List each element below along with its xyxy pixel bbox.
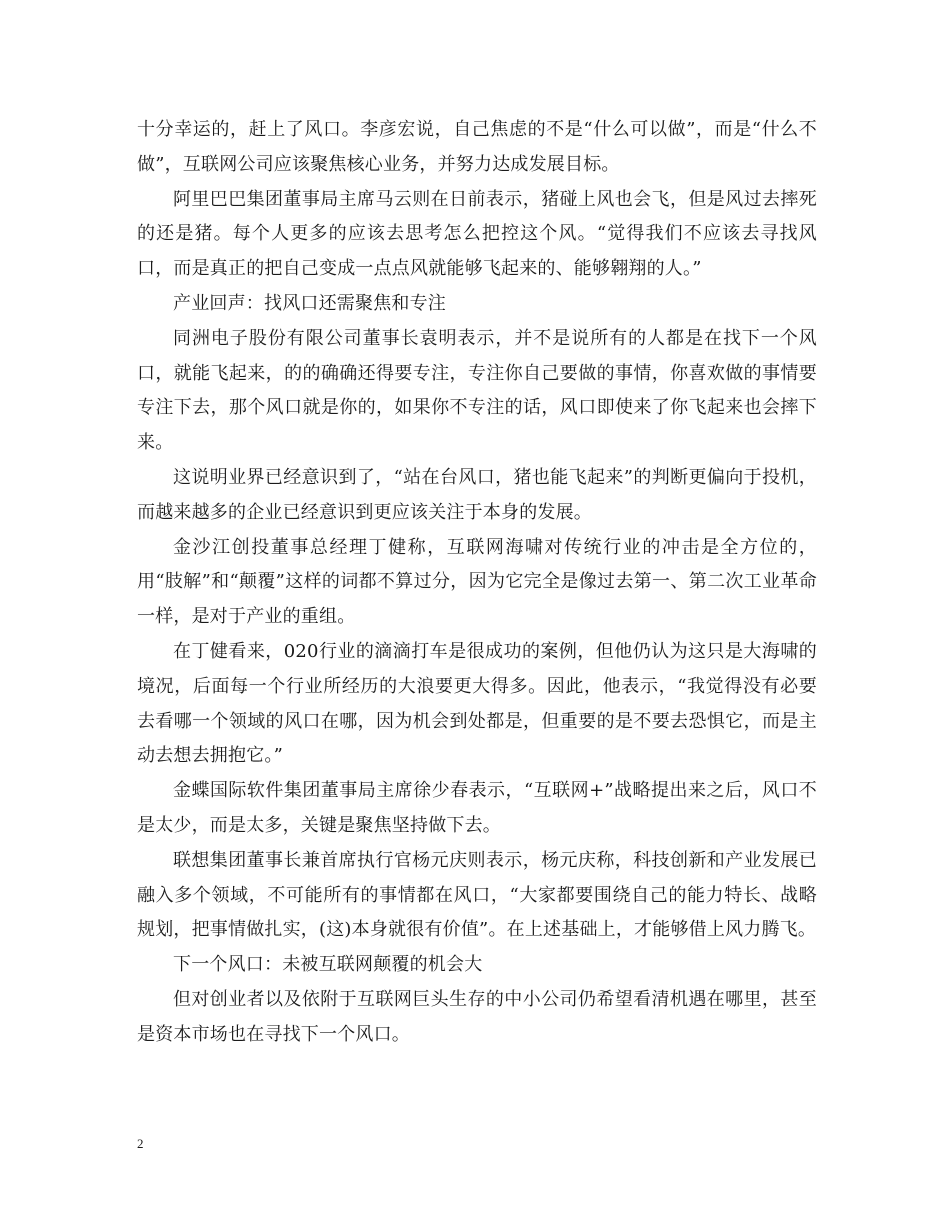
paragraph-entrepreneurs: 但对创业者以及依附于互联网巨头生存的中小公司仍希望看清机遇在哪里，甚至是资本市场也在寻找下一个风口。	[137, 988, 817, 1045]
document-body	[137, 113, 817, 1053]
section-heading-next-wind: 下一个风口：未被互联网颠覆的机会大	[173, 954, 483, 976]
paragraph-continuation: 十分幸运的，赶上了风口。李彦宏说，自己焦虑的不是“什么可以做”，而是“什么不做”，互联网公司应该聚焦核心业务，并努力达成发展目标。	[137, 119, 817, 175]
paragraph-ma-yun: 阿里巴巴集团董事局主席马云则在日前表示，猪碰上风也会飞，但是风过去摔死的还是猪。每个人更多的应该去思考怎么把控这个风。“觉得我们不应该去寻找风口，而是真正的把自己变成一点点风就能够飞起来的、能够翱翔的人。”	[137, 188, 817, 280]
paragraph-industry-awareness: 这说明业界已经意识到了，“站在台风口，猪也能飞起来”的判断更偏向于投机，而越来越多的企业已经意识到更应该关注于本身的发展。	[137, 466, 817, 523]
paragraph-ding-jian-view: 在丁健看来，020行业的滴滴打车是很成功的案例，但他仍认为这只是大海啸的境况，后面每一个行业所经历的大浪要更大得多。因此，他表示，“我觉得没有必要去看哪一个领域的风口在哪，因为机会到处都是，但重要的是不要去恐惧它，而是主动去想去拥抱它。”	[137, 640, 817, 767]
paragraph-ding-jian: 金沙江创投董事总经理丁健称，互联网海啸对传统行业的冲击是全方位的，用“肢解”和“颠覆”这样的词都不算过分，因为它完全是像过去第一、第二次工业革命一样，是对于产业的重组。	[137, 536, 817, 628]
page-number: 2	[137, 1136, 144, 1151]
paragraph-yuan-ming: 同洲电子股份有限公司董事长袁明表示，并不是说所有的人都是在找下一个风口，就能飞起来，的的确确还得要专注，专注你自己要做的事情，你喜欢做的事情要专注下去，那个风口就是你的，如果你不专注的话，风口即使来了你飞起来也会摔下来。	[137, 327, 817, 454]
paragraph-yang-yuanqing: 联想集团董事长兼首席执行官杨元庆则表示，杨元庆称，科技创新和产业发展已融入多个领域，不可能所有的事情都在风口，“大家都要围绕自己的能力特长、战略规划，把事情做扎实，(这)本身就很有价值”。在上述基础上，才能够借上风力腾飞。	[137, 849, 817, 941]
paragraph-xu-shaochun: 金蝶国际软件集团董事局主席徐少春表示，“互联网+”战略提出来之后，风口不是太少，而是太多，关键是聚焦坚持做下去。	[137, 780, 817, 836]
section-heading-industry-echo: 产业回声：找风口还需聚焦和专注	[173, 292, 446, 314]
